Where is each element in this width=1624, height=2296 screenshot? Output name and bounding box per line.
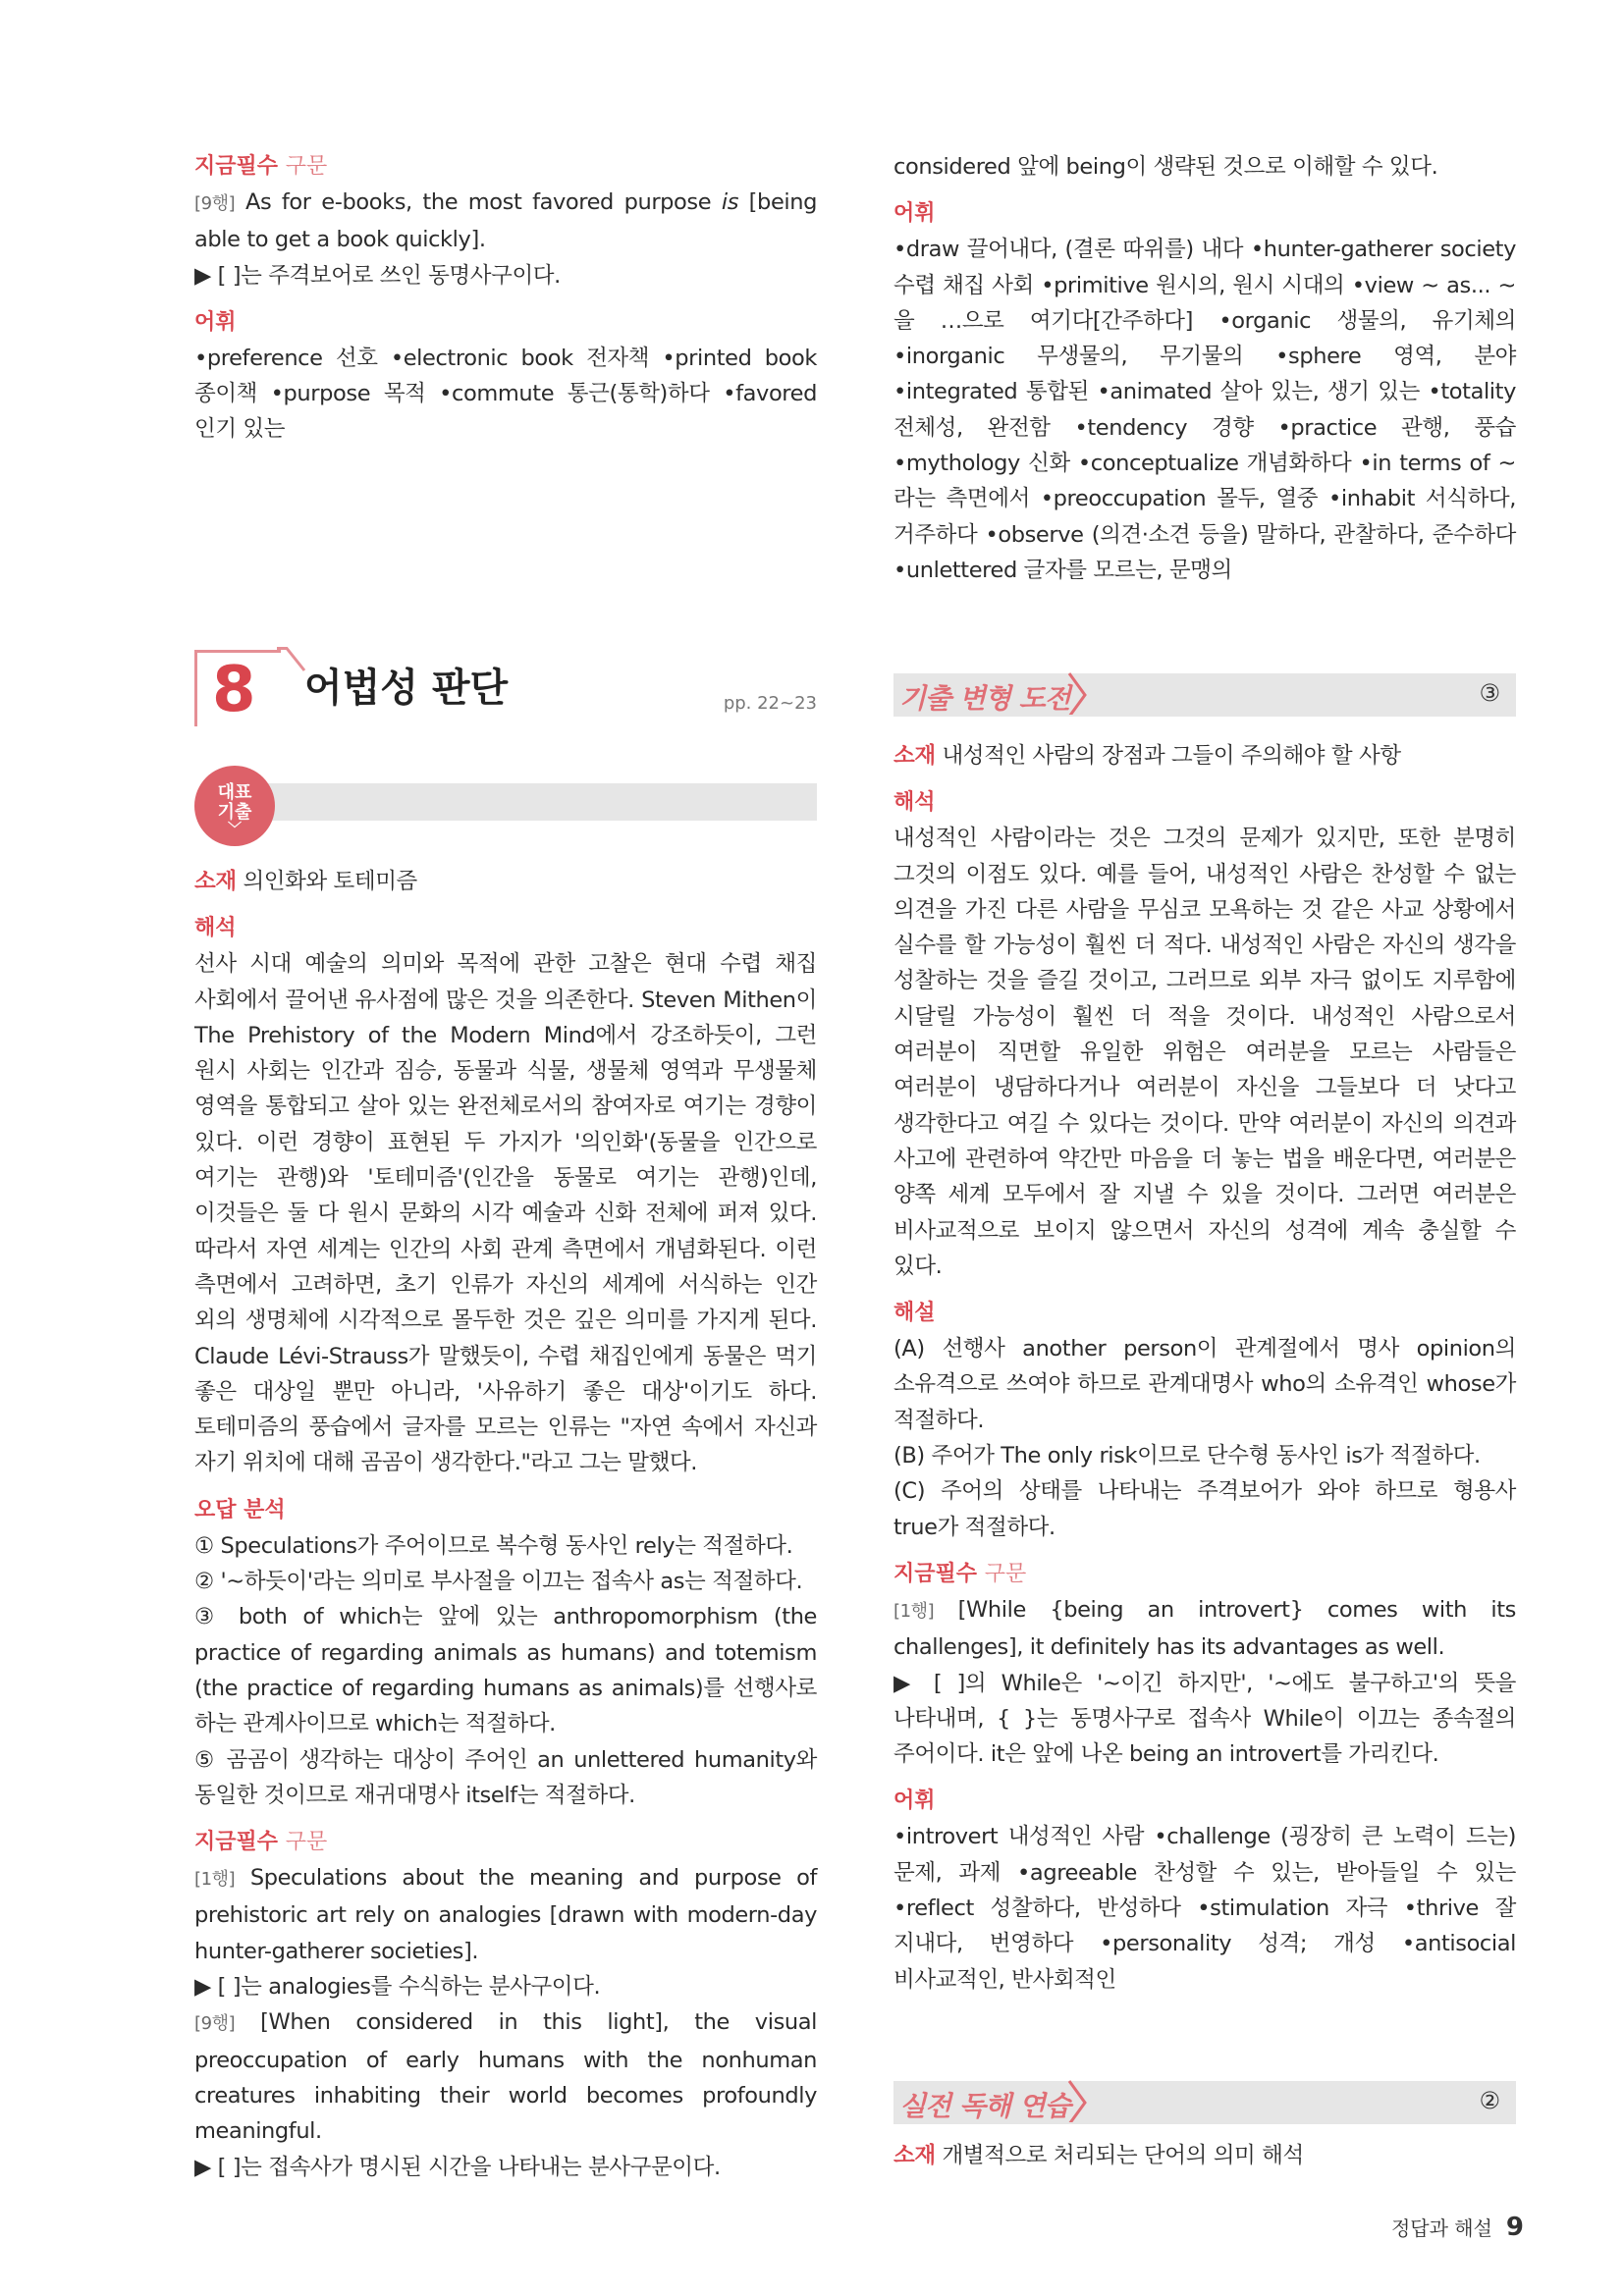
- answer-number: ②: [1479, 2087, 1500, 2114]
- section8-body: [194, 864, 817, 2185]
- vocab-list: •preference 선호 •electronic book 전자책 •printed book 종이책 •purpose 목적 •commute 통근(통학)하다 •favored 인기 있는: [194, 345, 817, 443]
- wrong-analysis-heading: 오답 분석: [194, 1497, 286, 1522]
- vocab-heading: 어휘: [194, 309, 237, 335]
- answer-number: ③: [1479, 679, 1500, 707]
- page-range: pp. 22~23: [723, 693, 817, 714]
- chevron-right-icon: [1066, 2079, 1088, 2122]
- section-frame-corner: [277, 647, 306, 686]
- section-number: 8: [212, 654, 256, 726]
- syntax-heading: 지금필수 구문: [893, 1561, 1027, 1586]
- challenge-header: [893, 673, 1516, 717]
- translation-text: 선사 시대 예술의 의미와 목적에 관한 고찰은 현대 수렵 채집 사회에서 끌어낸 유사점에 많은 것을 의존한다. Steven Mithen이 The Prehistory of the Modern Mind에서 강조하듯이, 그런 원시 사회는 인간과 짐승, 동물과 식물, 생물체 영역과 무생물체 영역을 통합되고 살아 있는 완전체로서의 참여자로 여기는 경향이 있다. 이런 경향이 표현된 두 가지가 '의인화'(동물을 인간으로 여기는 관행)와 '토테미즘'(인간을 동물로 여기는 관행)인데, 이것들은 둘 다 원시 문화의 시각 예술과 신화 전체에 퍼져 있다. 따라서 자연 세계는 인간의 사회 관계 측면에서 개념화된다. 이런 측면에서 고려하면, 초기 인류가 자신의 세계에 서식하는 인간 외의 생명체에 시각적으로 몰두한 것은 깊은 의미를 가지게 된다. Claude Lévi-Strauss가 말했듯이, 수렵 채집인에게 동물은 먹기 좋은 대상일 뿐만 아니라, '사유하기 좋은 대상'이기도 하다. 토테미즘의 풍습에서 글자를 모르는 인류는 "자연 속에서 자신과 자기 위치에 대해 곰곰이 생각한다."라고 그는 말했다.: [194, 951, 817, 1476]
- representative-badge: 대표 기출 ﹀: [194, 766, 275, 846]
- left-top-block: [194, 149, 817, 448]
- chevron-right-icon: [1066, 671, 1088, 715]
- vocab-heading: 어휘: [893, 201, 936, 227]
- topic-line: 소재 의인화와 토테미즘: [194, 869, 417, 894]
- syntax-note: ▶ [ ]는 주격보어로 쓰인 동명사구이다.: [194, 262, 561, 289]
- vocab-list: •draw 끌어내다, (결론 따위를) 내다 •hunter-gatherer society 수렵 채집 사회 •primitive 원시의, 원시 시대의 •view ~ as... ~을 …으로 여기다[간주하다] •organic 생물의, 유기체의 •inorganic 무생물의, 무기물의 •sphere 영역, 분야 •integrated 통합된 •animated 살아 있는, 생기 있는 •totality 전체성, 완전함 •tendency 경향 •practice 관행, 풍습 •mythology 신화 •conceptualize 개념화하다 •in terms of ~라는 측면에서 •preoccupation 몰두, 열중 •inhabit 서식하다, 거주하다 •observe (의견·소견 등을) 말하다, 관찰하다, 준수하다 •unlettered 글자를 모르는, 문맹의: [893, 237, 1516, 583]
- syntax-sentence: [9행] As for e-books, the most favored purpose is [being able to get a book quickly].: [194, 189, 817, 253]
- practice-header: [893, 2081, 1516, 2124]
- right-top-block: [893, 149, 1516, 588]
- section-title: 어법성 판단: [304, 666, 509, 711]
- challenge-title: 기출 변형 도전: [899, 682, 1070, 715]
- explanation-c: (C) 주어의 상태를 나타내는 주격보어가 와야 하므로 형용사 true가 적절하다.: [893, 1478, 1516, 1540]
- explanation-a: (A) 선행사 another person이 관계절에서 명사 opinion의 소유격으로 쓰여야 하므로 관계대명사 who의 소유격인 whose가 적절하다.: [893, 1336, 1516, 1433]
- vocab-heading: 어휘: [893, 1789, 936, 1814]
- wrong-item-5: ⑤ 곰곰이 생각하는 대상이 주어인 an unlettered humanity와 동일한 것이므로 재귀대명사 itself는 적절하다.: [194, 1746, 817, 1808]
- representative-badge-row: [194, 766, 817, 844]
- translation-heading: 해석: [893, 790, 936, 816]
- page-footer: [1391, 2213, 1524, 2242]
- translation-heading: 해석: [194, 916, 237, 941]
- wrong-item-3: ③ both of which는 앞에 있는 anthropomorphism (the practice of regarding animals as humans) and totemism (the practice of regarding humans as animals)를 선행사로 하는 관계사이므로 which는 적절하다.: [194, 1604, 817, 1737]
- explanation-b: (B) 주어가 The only risk이므로 단수형 동사인 is가 적절하다.: [893, 1443, 1481, 1469]
- topic-line: 소재 내성적인 사람의 장점과 그들이 주의해야 할 사항: [893, 743, 1401, 769]
- page-number: 9: [1505, 2213, 1524, 2242]
- vocab-list: •introvert 내성적인 사람 •challenge (굉장히 큰 노력이 드는) 문제, 과제 •agreeable 찬성할 수 있는, 받아들일 수 있는 •reflect 성찰하다, 반성하다 •stimulation 자극 •thrive 잘 지내다, 번영하다 •personality 성격; 개성 •antisocial 비사교적인, 반사회적인: [893, 1824, 1516, 1993]
- syntax-note-1: ▶ [ ]의 While은 '~이긴 하지만', '~에도 불구하고'의 뜻을 나타내며, { }는 동명사구로 접속사 While이 이끄는 종속절의 주어이다. it은 앞에 나온 being an introvert를 가리킨다.: [893, 1670, 1516, 1768]
- practice-body: [893, 2138, 1516, 2173]
- syntax-note-1: ▶ [ ]는 analogies를 수식하는 분사구이다.: [194, 1974, 601, 2001]
- syntax-note-2: ▶ [ ]는 접속사가 명시된 시간을 나타내는 분사구문이다.: [194, 2154, 721, 2180]
- syntax-sentence-1: [1행] Speculations about the meaning and purpose of prehistoric art rely on analogies [drawn with modern-day hunter-gatherer societies].: [194, 1865, 817, 1964]
- syntax-heading: 지금필수 구문: [194, 154, 328, 179]
- wrong-item-1: ① Speculations가 주어이므로 복수형 동사인 rely는 적절하다.: [194, 1532, 793, 1559]
- syntax-sentence-2: [9행] [When considered in this light], the visual preoccupation of early humans with the nonhuman creatures inhabiting their world becomes profoundly meaningful.: [194, 2009, 817, 2145]
- footer-label: 정답과 해설: [1390, 2216, 1492, 2240]
- topic-line: 소재 개별적으로 처리되는 단어의 의미 해석: [893, 2143, 1304, 2168]
- challenge-body: [893, 738, 1516, 1998]
- continued-note: considered 앞에 being이 생략된 것으로 이해할 수 있다.: [893, 154, 1438, 180]
- wrong-item-2: ② '~하듯이'라는 의미로 부사절을 이끄는 접속사 as는 적절하다.: [194, 1569, 803, 1595]
- syntax-sentence-1: [1행] [While {being an introvert} comes with its challenges], it definitely has its advantages as well.: [893, 1596, 1516, 1661]
- syntax-heading: 지금필수 구문: [194, 1830, 328, 1855]
- translation-text: 내성적인 사람이라는 것은 그것의 문제가 있지만, 또한 분명히 그것의 이점도 있다. 예를 들어, 내성적인 사람은 찬성할 수 없는 의견을 가진 다른 사람을 무심코 모욕하는 것 같은 사교 상황에서 실수를 할 가능성이 훨씬 더 적다. 내성적인 사람은 자신의 생각을 성찰하는 것을 즐길 것이고, 그러므로 외부 자극 없이도 지루함에 시달릴 가능성이 훨씬 더 적을 것이다. 내성적인 사람으로서 여러분이 직면할 유일한 위험은 여러분을 모르는 사람들은 여러분이 냉담하다거나 여러분이 자신을 그들보다 더 낫다고 생각한다고 여길 수 있다는 것이다. 만약 여러분이 자신의 의견과 사고에 관련하여 약간만 마음을 더 놓는 법을 배운다면, 여러분은 양쪽 세계 모두에서 잘 지낼 수 있을 것이다. 그러면 여러분은 비사교적으로 보이지 않으면서 자신의 성격에 계속 충실할 수 있다.: [893, 826, 1517, 1279]
- chevron-down-icon: ﹀: [228, 822, 242, 837]
- practice-title: 실전 독해 연습: [899, 2090, 1070, 2122]
- badge-bar: [249, 783, 817, 821]
- section-header: [194, 650, 817, 728]
- explanation-heading: 해설: [893, 1301, 936, 1326]
